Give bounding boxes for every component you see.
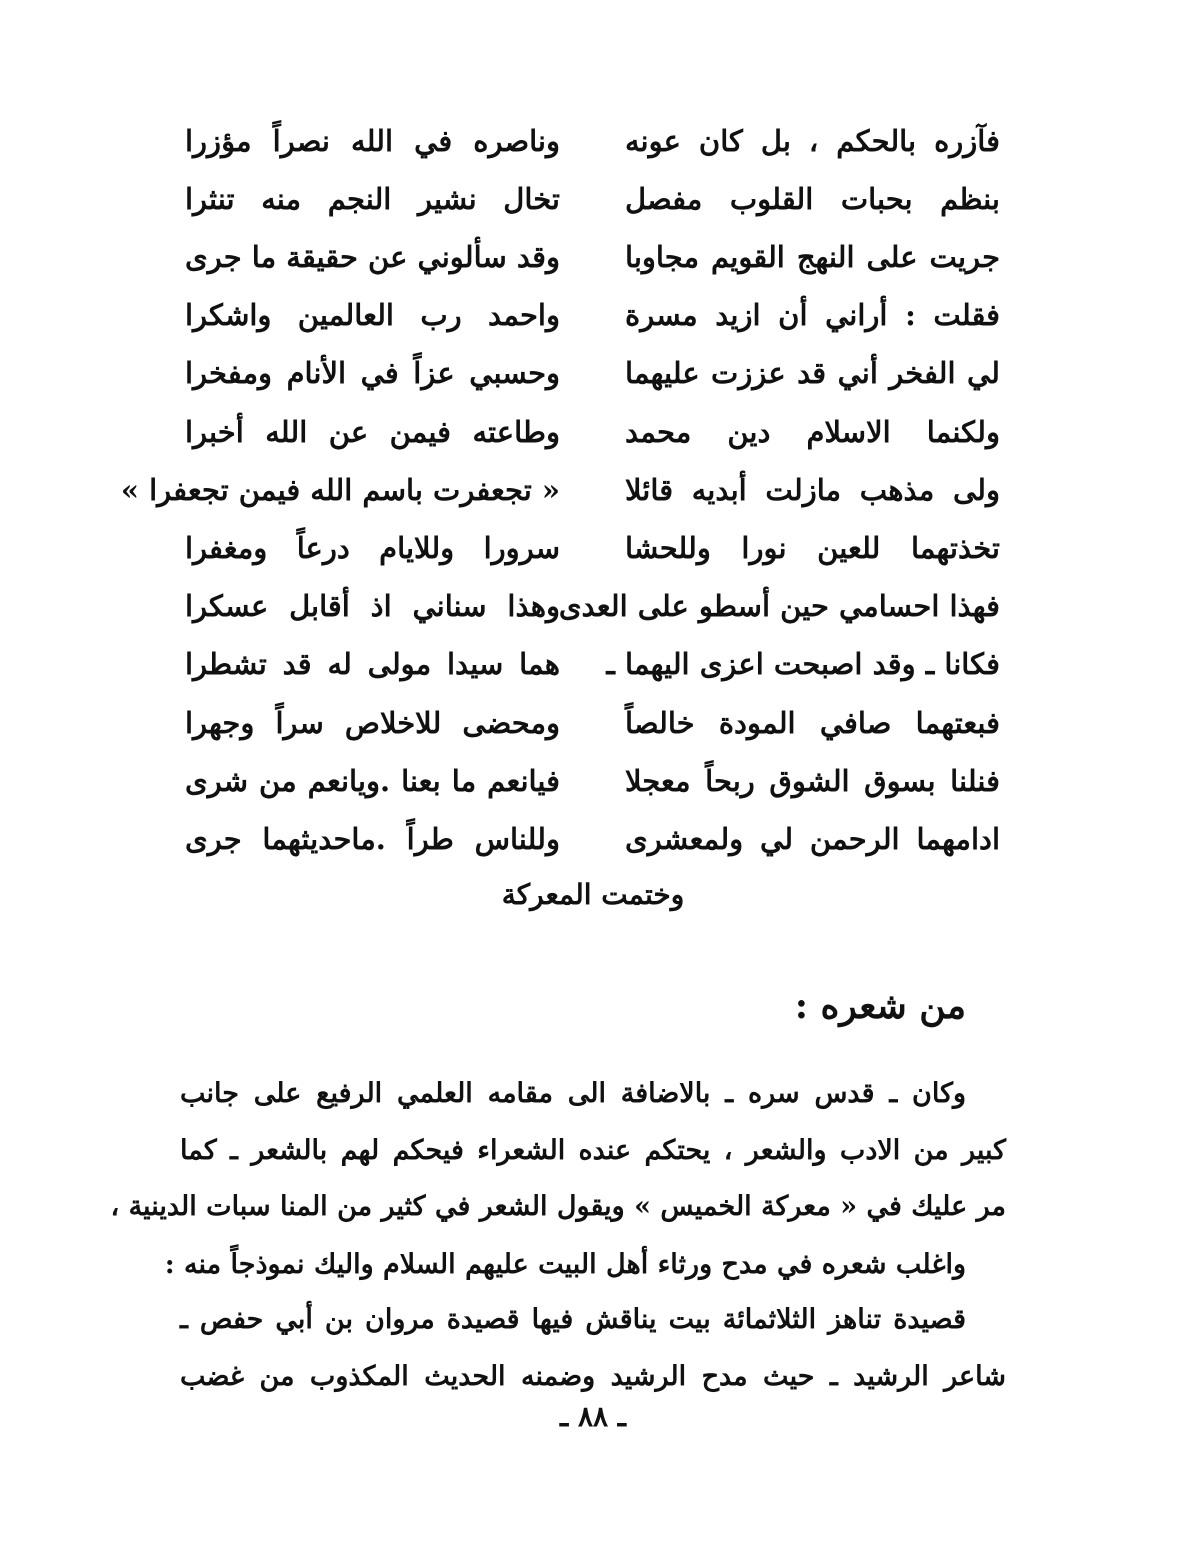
prose-paragraph — [110, 1066, 1006, 1406]
subheading: من شعره : — [794, 985, 966, 1027]
poem-verse — [185, 578, 1000, 636]
verse-first-hemistich: فقلت : أراني أن ازيد مسرة — [625, 298, 1000, 333]
verse-first-hemistich: ولى مذهب مازلت أبديه قائلا — [625, 472, 1000, 507]
verse-second-hemistich: وهذا سناني اذ أقابل عسكرا — [185, 589, 560, 624]
verse-second-hemistich: فيانعم ما بعنا .ويانعم من شرى — [185, 763, 560, 798]
poem-block — [120, 112, 1000, 868]
prose-line: كبير من الادب والشعر ، يحتكم عنده الشعراء فيحكم لهم بالشعر ـ كما — [180, 1134, 1006, 1166]
prose-line: قصيدة تناهز الثلاثمائة بيت يناقش فيها قصيدة مروان بن أبي حفص ـ — [180, 1304, 966, 1336]
poem-verse — [185, 519, 1000, 577]
poem-verse — [185, 345, 1000, 403]
verse-second-hemistich: وطاعته فيمن عن الله أخبرا — [185, 414, 560, 449]
verse-second-hemistich: ومحضى للاخلاص سراً وجهرا — [185, 705, 560, 740]
poem-verse — [185, 170, 1000, 228]
poem-verse — [185, 810, 1000, 868]
prose-line: واغلب شعره في مدح ورثاء أهل البيت عليهم السلام واليك نموذجاً منه : — [164, 1248, 966, 1280]
poem-verse — [185, 403, 1000, 461]
verse-first-hemistich: بنظم بحبات القلوب مفصل — [625, 181, 1000, 216]
verse-first-hemistich: فبعتهما صافي المودة خالصاً — [625, 705, 1000, 740]
verse-first-hemistich: جريت على النهج القويم مجاوبا — [625, 240, 1000, 275]
poem-verse — [185, 287, 1000, 345]
page-number: ـ ٨٨ ـ — [560, 1400, 626, 1433]
verse-second-hemistich: وناصره في الله نصراً مؤزرا — [185, 123, 560, 158]
verse-first-hemistich: فنلنا بسوق الشوق ربحاً معجلا — [625, 763, 1000, 798]
poem-verse — [185, 228, 1000, 286]
poem-verse — [185, 694, 1000, 752]
poem-verse — [185, 636, 1000, 694]
verse-second-hemistich: « تجعفرت باسم الله فيمن تجعفرا » — [120, 472, 560, 507]
poem-verse — [185, 752, 1000, 810]
verse-second-hemistich: سرورا وللايام درعاً ومغفرا — [185, 531, 560, 565]
prose-line: وكان ـ قدس سره ـ بالاضافة الى مقامه العلمي الرفيع على جانب — [180, 1078, 966, 1109]
verse-first-hemistich: فآزره بالحكم ، بل كان عونه — [625, 123, 1000, 158]
verse-second-hemistich: تخال نشير النجم منه تنثرا — [185, 181, 560, 216]
verse-first-hemistich: ادامهما الرحمن لي ولمعشرى — [625, 821, 1000, 856]
prose-line: شاعر الرشيد ـ حيث مدح الرشيد وضمنه الحديث المكذوب من غضب — [180, 1360, 1006, 1392]
verse-first-hemistich: فكانا ـ وقد اصبحت اعزى اليهما ـ — [606, 647, 1000, 682]
verse-first-hemistich: ولكنما الاسلام دين محمد — [625, 414, 1000, 449]
verse-first-hemistich: تخذتهما للعين نورا وللحشا — [625, 531, 1000, 565]
section-heading: وختمت المعركة — [501, 878, 685, 911]
verse-first-hemistich: لي الفخر أني قد عززت عليهما — [625, 356, 1000, 391]
verse-second-hemistich: واحمد رب العالمين واشكرا — [185, 298, 560, 333]
poem-verse — [185, 112, 1000, 170]
verse-second-hemistich: وقد سألوني عن حقيقة ما جرى — [185, 240, 560, 275]
poem-verse — [120, 461, 1000, 519]
verse-second-hemistich: وحسبي عزاً في الأنام ومفخرا — [185, 356, 560, 391]
verse-first-hemistich: فهذا احسامي حين أسطو على العدى — [558, 589, 1000, 624]
prose-line: مر عليك في « معركة الخميس » ويقول الشعر في كثير من المنا سبات الدينية ، — [110, 1191, 1006, 1223]
verse-second-hemistich: هما سيدا مولى له قد تشطرا — [185, 647, 560, 682]
verse-second-hemistich: وللناس طراً .ماحديثهما جرى — [185, 821, 560, 856]
